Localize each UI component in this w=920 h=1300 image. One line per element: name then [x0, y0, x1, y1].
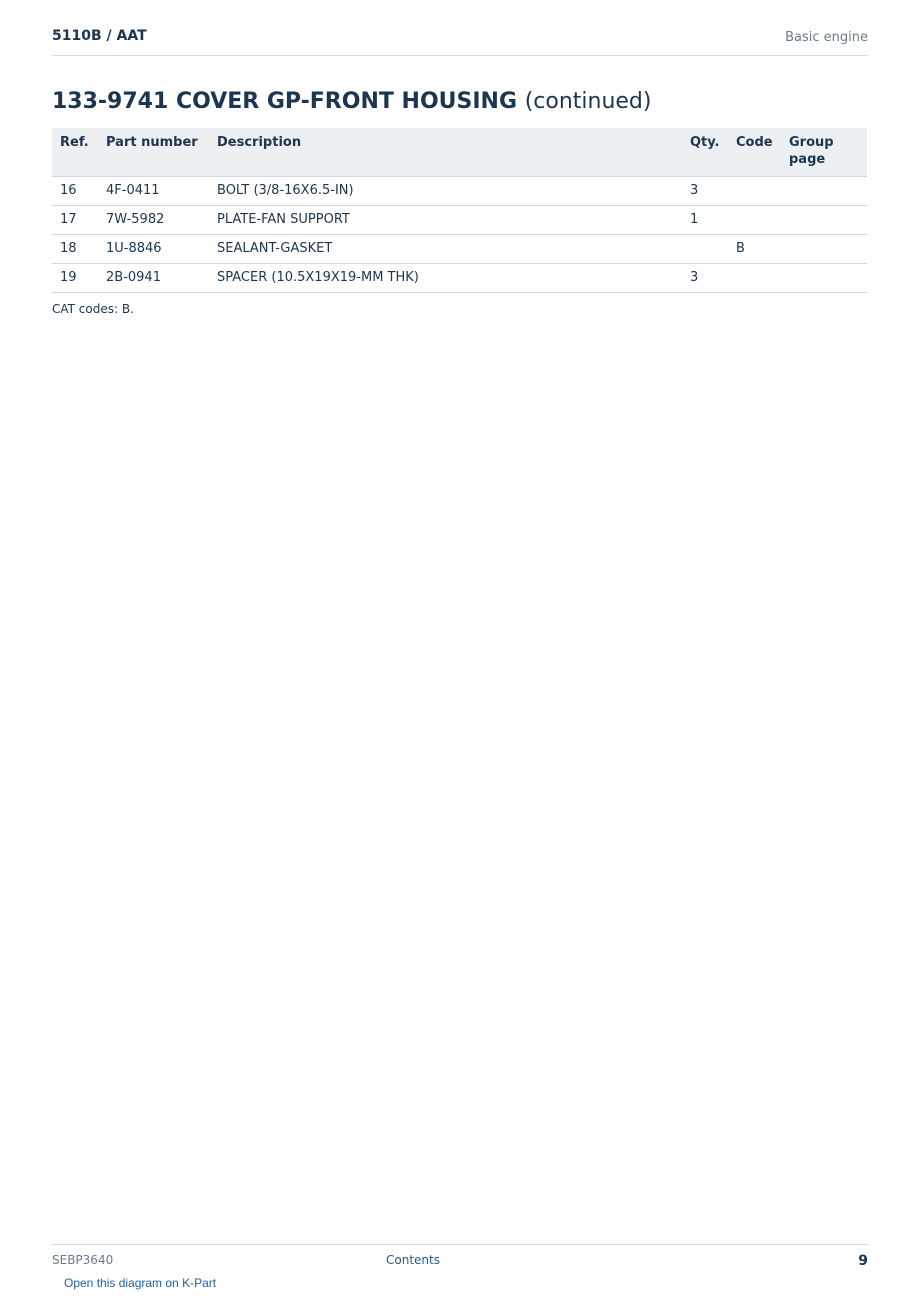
cell-code [728, 264, 781, 293]
col-qty-label: Qty. [690, 135, 720, 150]
title-suffix: (continued) [524, 89, 652, 114]
cat-codes-note: CAT codes: B. [52, 302, 134, 316]
cell-part-number: 4F-0411 [98, 177, 209, 206]
title-main: 133-9741 COVER GP-FRONT HOUSING [52, 89, 518, 114]
col-qty [682, 128, 728, 177]
model-label: 5110B / AAT [52, 28, 147, 44]
cell-qty: 1 [682, 206, 728, 235]
col-description: Description [209, 128, 682, 177]
cell-group-page [781, 177, 867, 206]
table-row [52, 206, 867, 235]
cell-ref: 17 [52, 206, 98, 235]
cell-group-page [781, 235, 867, 264]
cell-ref: 16 [52, 177, 98, 206]
kpart-link[interactable]: Open this diagram on K-Part [64, 1276, 217, 1290]
cell-ref: 18 [52, 235, 98, 264]
cell-group-page [781, 264, 867, 293]
cell-description: SEALANT-GASKET [209, 235, 682, 264]
col-group-page [781, 128, 867, 177]
cell-qty: 3 [682, 264, 728, 293]
cell-part-number: 7W-5982 [98, 206, 209, 235]
parts-table [52, 128, 867, 293]
cell-description: BOLT (3/8-16X6.5-IN) [209, 177, 682, 206]
cell-description: SPACER (10.5X19X19-MM THK) [209, 264, 682, 293]
contents-link[interactable]: Contents [386, 1253, 440, 1267]
cell-group-page [781, 206, 867, 235]
page-header [52, 28, 868, 56]
page-title [52, 89, 651, 114]
page-footer [52, 1244, 868, 1275]
table-row [52, 177, 867, 206]
table-header-row [52, 128, 867, 177]
table-row [52, 264, 867, 293]
cell-description: PLATE-FAN SUPPORT [209, 206, 682, 235]
cell-qty [682, 235, 728, 264]
table-row [52, 235, 867, 264]
col-ref: Ref. [52, 128, 98, 177]
document-number: SEBP3640 [52, 1253, 114, 1267]
cell-part-number: 2B-0941 [98, 264, 209, 293]
section-label: Basic engine [785, 30, 868, 45]
cell-code: B [728, 235, 781, 264]
cell-qty: 3 [682, 177, 728, 206]
cell-code [728, 206, 781, 235]
cell-code [728, 177, 781, 206]
col-group-page-label: Group page [789, 135, 834, 167]
cell-ref: 19 [52, 264, 98, 293]
cell-part-number: 1U-8846 [98, 235, 209, 264]
page-number: 9 [858, 1253, 868, 1269]
col-part-number: Part number [98, 128, 209, 177]
col-code: Code [728, 128, 781, 177]
